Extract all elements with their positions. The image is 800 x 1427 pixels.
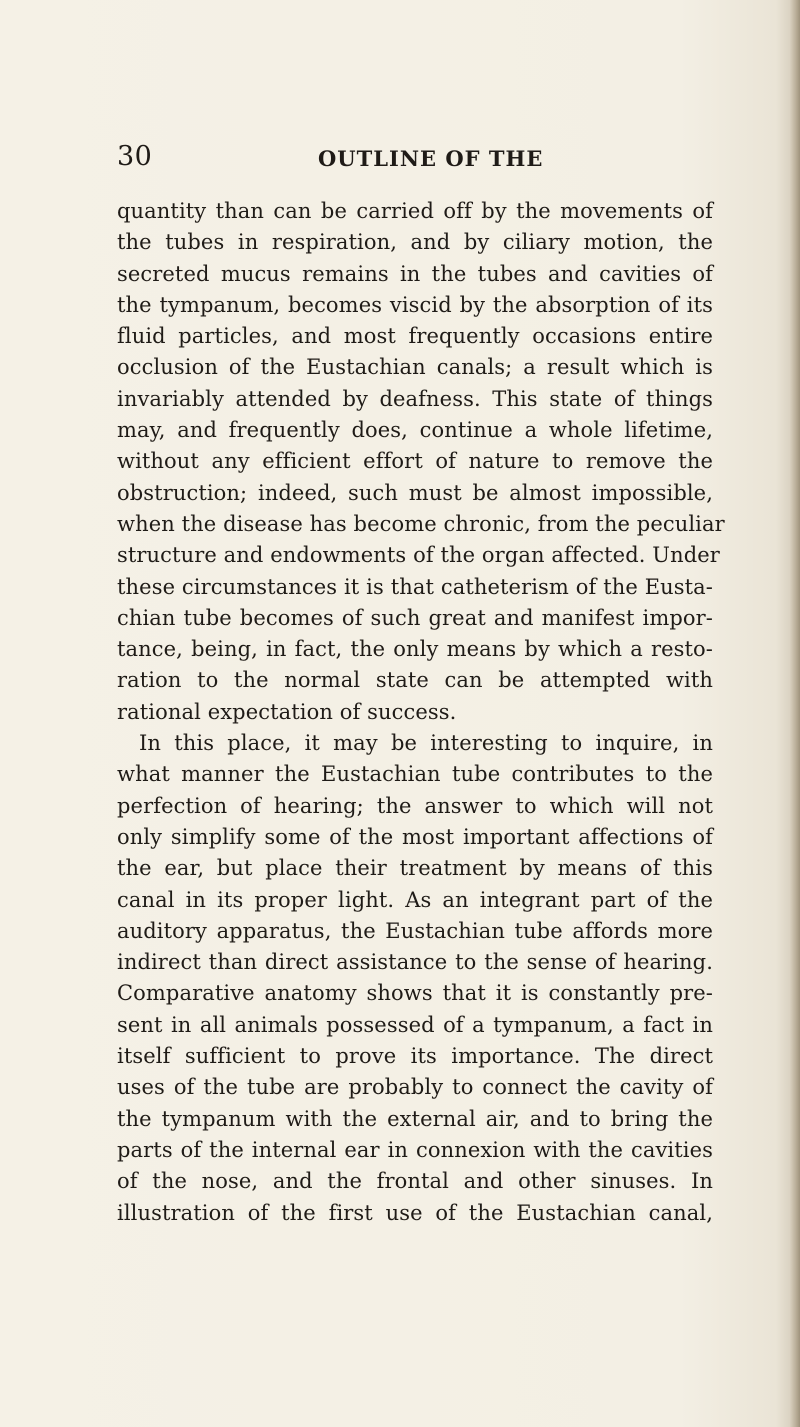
text-line: fluid particles, and most frequently occasions entire <box>117 324 713 349</box>
text-line: quantity than can be carried off by the movements of <box>117 199 713 223</box>
text-line: ration to the normal state can be attempted with <box>117 668 713 693</box>
body-text <box>117 196 725 1229</box>
text-line: what manner the Eustachian tube contributes to the <box>117 762 713 787</box>
text-line: canal in its proper light. As an integrant part of the <box>117 887 713 912</box>
text-line: chian tube becomes of such great and manifest impor- <box>117 605 713 630</box>
text-line: the tubes in respiration, and by ciliary motion, the <box>117 230 713 255</box>
text-line: the tympanum with the external air, and to bring the <box>117 1106 713 1131</box>
text-line: parts of the internal ear in connexion with the cavities <box>117 1137 713 1162</box>
text-line: of the nose, and the frontal and other sinuses. In <box>117 1169 713 1194</box>
page-number: 30 <box>117 141 153 172</box>
running-head: OUTLINE OF THE <box>318 146 544 171</box>
text-line: the ear, but place their treatment by means of this <box>117 856 713 881</box>
text-line: structure and endowments of the organ affected. Under <box>117 543 720 568</box>
page-edge-shadow <box>790 0 800 1427</box>
text-line: without any efficient effort of nature to remove the <box>117 449 713 474</box>
text-line: occlusion of the Eustachian canals; a result which is <box>117 355 713 380</box>
text-line: when the disease has become chronic, from the peculiar <box>117 511 725 536</box>
text-line: sent in all animals possessed of a tympanum, a fact in <box>117 1012 713 1037</box>
text-line: invariably attended by deafness. This state of things <box>117 386 713 411</box>
text-line: secreted mucus remains in the tubes and cavities of <box>117 261 713 286</box>
text-line: only simplify some of the most important affections of <box>117 824 713 849</box>
text-line-paragraph-start: In this place, it may be interesting to inquire, in <box>139 731 713 756</box>
text-line-paragraph-end: rational expectation of success. <box>117 699 457 724</box>
text-line: illustration of the first use of the Eustachian canal, <box>117 1200 713 1225</box>
text-line: obstruction; indeed, such must be almost impossible, <box>117 480 713 505</box>
text-line: uses of the tube are probably to connect the cavity of <box>117 1075 713 1100</box>
text-line: tance, being, in fact, the only means by which a resto- <box>117 637 713 662</box>
text-line: the tympanum, becomes viscid by the absorption of its <box>117 292 713 317</box>
text-line: perfection of hearing; the answer to which will not <box>117 793 713 818</box>
text-line: these circumstances it is that catheterism of the Eusta- <box>117 574 713 599</box>
text-line: indirect than direct assistance to the sense of hearing. <box>117 950 713 975</box>
text-line: itself sufficient to prove its importance. The direct <box>117 1044 713 1069</box>
text-line: Comparative anatomy shows that it is constantly pre- <box>117 981 713 1006</box>
text-line: auditory apparatus, the Eustachian tube affords more <box>117 918 713 943</box>
text-line: may, and frequently does, continue a whole lifetime, <box>117 418 713 443</box>
